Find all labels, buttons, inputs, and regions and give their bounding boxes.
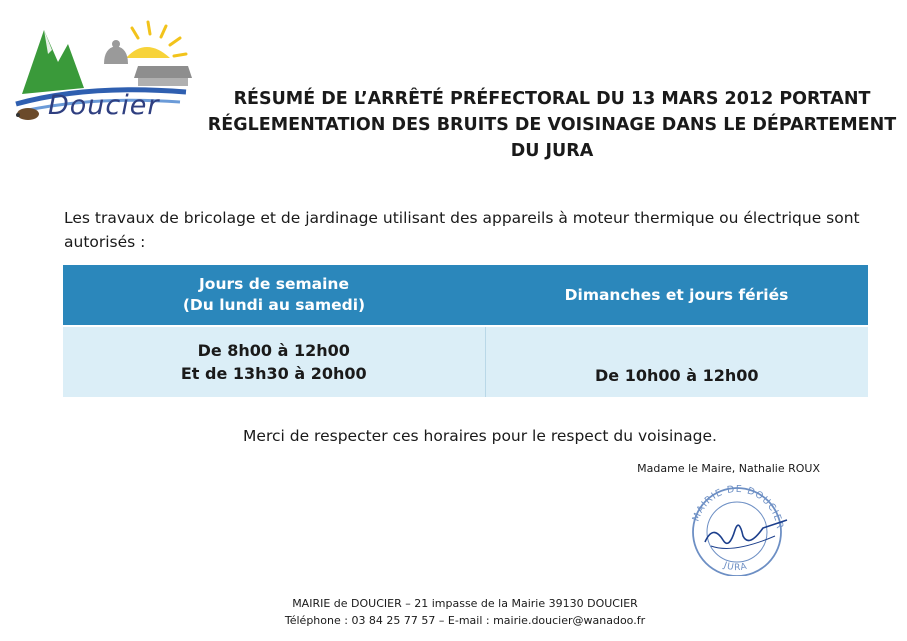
title-line: RÉGLEMENTATION DES BRUITS DE VOISINAGE DANS LE DÉPARTEMENT: [207, 115, 897, 135]
weekdays-afternoon-hours: Et de 13h30 à 20h00: [180, 364, 367, 383]
footer-contact-line: Téléphone : 03 84 25 77 57 – E-mail : mairie.doucier@wanadoo.fr: [284, 614, 646, 627]
svg-text:JURA: JURA: [722, 560, 749, 574]
logo-wordmark: Doucier: [48, 90, 160, 121]
footer-address: [200, 595, 730, 629]
sundays-hours: De 10h00 à 12h00: [485, 326, 868, 397]
village-logo: [8, 14, 198, 124]
schedule-table: [63, 265, 868, 397]
intro-paragraph: Les travaux de bricolage et de jardinage utilisant des appareils à moteur thermique ou électrique sont autorisés :: [64, 209, 860, 251]
stamp-seal-icon: [683, 484, 793, 576]
title-line: RÉSUMÉ DE L’ARRÊTÉ PRÉFECTORAL DU 13 MARS 2012 PORTANT: [233, 89, 871, 109]
table-header-row: [63, 265, 868, 326]
weekdays-header-label: Jours de semaine: [199, 275, 349, 293]
title-line: DU JURA: [510, 141, 594, 161]
svg-text:MAIRIE DE DOUCIER: MAIRIE DE DOUCIER: [690, 484, 786, 531]
weekdays-header: [63, 265, 485, 326]
weekdays-header-sublabel: (Du lundi au samedi): [182, 296, 366, 314]
table-row: [63, 326, 868, 397]
weekdays-morning-hours: De 8h00 à 12h00: [197, 341, 350, 360]
weekdays-hours: [63, 326, 485, 397]
signatory: Madame le Maire, Nathalie ROUX: [637, 462, 820, 475]
sundays-header: Dimanches et jours fériés: [485, 265, 868, 326]
official-stamp: [683, 484, 793, 576]
document-title: [192, 86, 907, 164]
thanks-message: Merci de respecter ces horaires pour le respect du voisinage.: [243, 427, 717, 445]
footer-address-line: MAIRIE de DOUCIER – 21 impasse de la Mairie 39130 DOUCIER: [292, 597, 638, 610]
